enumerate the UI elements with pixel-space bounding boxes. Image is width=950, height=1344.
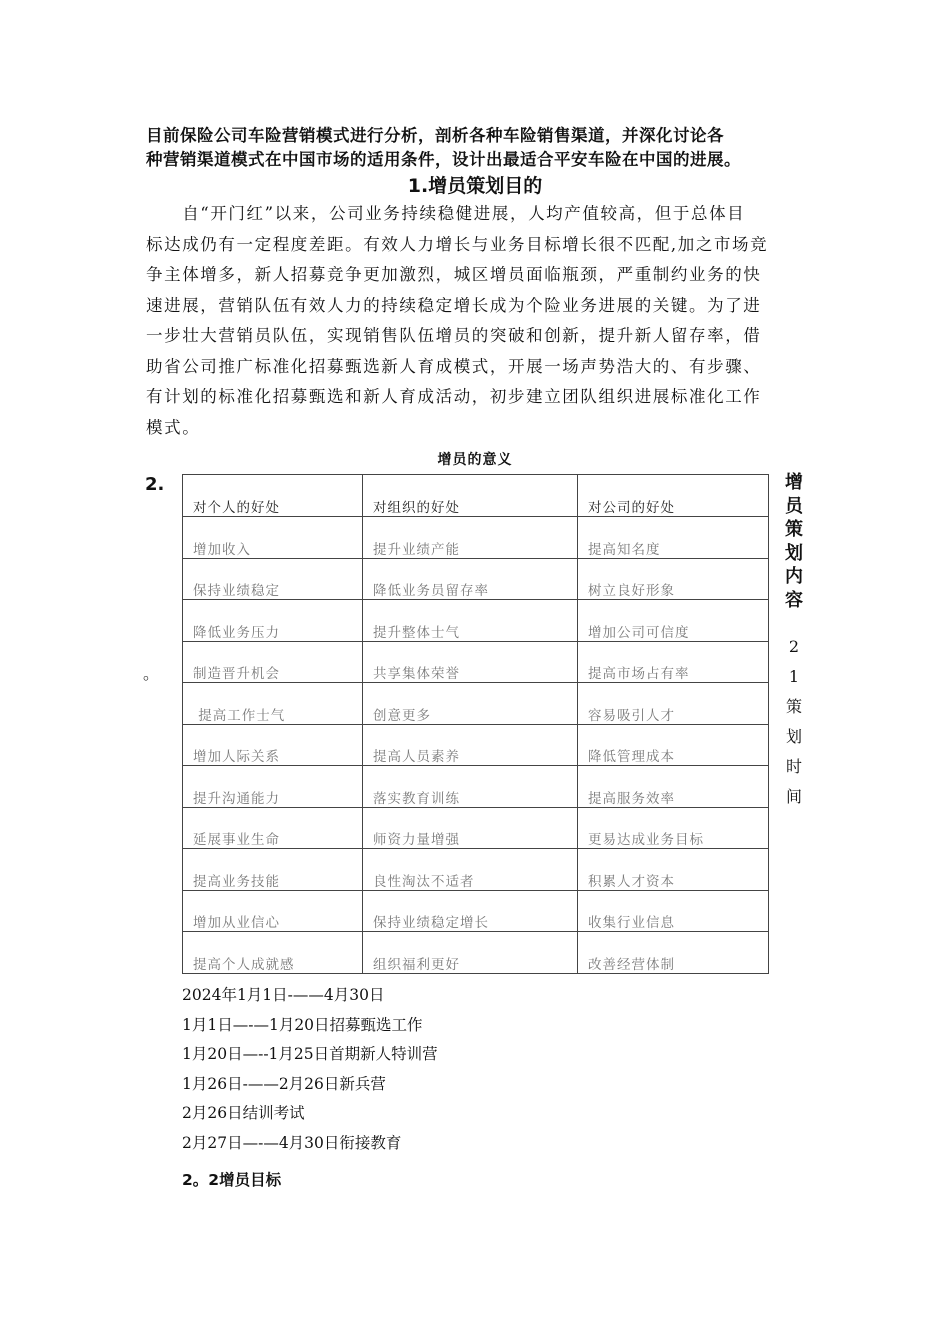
paragraph-line: 有计划的标准化招募甄选和新人育成活动，初步建立团队组织进展标准化工作: [146, 387, 762, 406]
intro-line: 目前保险公司车险营销模式进行分析，剖析各种车险销售渠道，并深化讨论各: [146, 126, 724, 145]
table-row: [183, 558, 769, 600]
table-row: [183, 683, 769, 725]
table-cell: 提升业绩产能: [363, 517, 578, 559]
vertical-char: 员: [785, 495, 803, 517]
vertical-char: 内: [785, 566, 803, 587]
table-cell: 增加收入: [183, 517, 363, 559]
schedule-list: [182, 981, 438, 1158]
intro-text: [146, 124, 806, 172]
table-cell: 保持业绩稳定增长: [363, 890, 578, 932]
schedule-item: 2月27日—-—4月30日衔接教育: [182, 1133, 402, 1152]
table-row: [183, 890, 769, 932]
section-2-1-vertical-title: [782, 632, 806, 812]
vertical-char: 间: [785, 787, 802, 806]
table-cell: 提高市场占有率: [578, 641, 769, 683]
table-row: [183, 849, 769, 891]
table-cell: 提高个人成就感: [183, 932, 363, 974]
paragraph-line: 一步壮大营销员队伍，实现销售队伍增员的突破和创新，提升新人留存率，借: [146, 326, 762, 345]
header-company: 对公司的好处: [578, 475, 769, 517]
table-row: [183, 932, 769, 974]
schedule-item: 1月1日—-—1月20日招募甄选工作: [182, 1015, 423, 1034]
purpose-paragraph: [146, 199, 806, 443]
vertical-char: 增: [785, 472, 803, 493]
table-cell: 共享集体荣誉: [363, 641, 578, 683]
table-cell: 容易吸引人才: [578, 683, 769, 725]
table-cell: 延展事业生命: [183, 807, 363, 849]
table-cell: 提高人员素养: [363, 724, 578, 766]
vertical-char: 容: [785, 589, 803, 611]
section-2-number: 2.: [145, 474, 165, 495]
paragraph-line: 助省公司推广标准化招募甄选新人育成模式，开展一场声势浩大的、有步骤、: [146, 356, 762, 376]
section-2-vertical-title: [782, 471, 806, 612]
vertical-char: 策: [785, 697, 802, 716]
table-row: [183, 766, 769, 808]
table-cell: 提升沟通能力: [183, 766, 363, 808]
table-row: [183, 517, 769, 559]
table-cell: 降低业务压力: [183, 600, 363, 642]
table-cell: 降低业务员留存率: [363, 558, 578, 600]
table-cell: 提高知名度: [578, 517, 769, 559]
table-cell: 提高工作士气: [183, 683, 363, 725]
table-cell: 增加公司可信度: [578, 600, 769, 642]
paragraph-line: 争主体增多，新人招募竞争更加激烈，城区增员面临瓶颈，严重制约业务的快: [146, 265, 762, 284]
table-row: [183, 724, 769, 766]
schedule-item: 1月20日—--1月25日首期新人特训营: [182, 1045, 438, 1063]
vertical-char: 2: [788, 637, 800, 656]
table-row: [183, 600, 769, 642]
table-cell: 师资力量增强: [363, 807, 578, 849]
paragraph-line: 标达成仍有一定程度差距。有效人力增长与业务目标增长很不匹配,加之市场竞: [146, 234, 769, 254]
vertical-char: 时: [785, 757, 802, 776]
schedule-item: 1月26日-——2月26日新兵营: [182, 1074, 386, 1093]
table-cell: 保持业绩稳定: [183, 558, 363, 600]
subheading-recruitment-goal: 2。2增员目标: [182, 1171, 282, 1189]
table-cell: 制造晋升机会: [183, 641, 363, 683]
schedule-item: 2月26日结训考试: [182, 1104, 305, 1122]
paragraph-line: 自“开门红”以来，公司业务持续稳健进展，人均产值较高，但于总体目: [146, 204, 746, 223]
table-cell: 增加从业信心: [183, 890, 363, 932]
table-title: 增员的意义: [437, 452, 513, 468]
table-cell: 提高业务技能: [183, 849, 363, 891]
table-cell: 良性淘汰不适者: [363, 849, 578, 891]
table-cell: 创意更多: [363, 683, 578, 725]
vertical-char: 1: [788, 667, 800, 686]
table-cell: 改善经营体制: [578, 932, 769, 974]
vertical-char: 策: [785, 519, 803, 540]
header-organization: 对组织的好处: [363, 475, 578, 517]
table-cell: 增加人际关系: [183, 724, 363, 766]
table-cell: 更易达成业务目标: [578, 807, 769, 849]
table-cell: 树立良好形象: [578, 558, 769, 600]
vertical-char: 划: [785, 727, 802, 746]
table-cell: 降低管理成本: [578, 724, 769, 766]
recruitment-meaning-table: [182, 474, 769, 974]
table-cell: 提升整体士气: [363, 600, 578, 642]
paragraph-line: 模式。: [146, 417, 201, 437]
table-row: [183, 641, 769, 683]
table-cell: 落实教育训练: [363, 766, 578, 808]
table-cell: 收集行业信息: [578, 890, 769, 932]
table-cell: 积累人才资本: [578, 849, 769, 891]
table-row: [183, 807, 769, 849]
header-personal: 对个人的好处: [183, 475, 363, 517]
intro-line: 种营销渠道模式在中国市场的适用条件，设计出最适合平安车险在中国的进展。: [146, 150, 741, 169]
table-header-row: [183, 475, 769, 517]
section-2-dot: 。: [143, 664, 160, 683]
schedule-item: 2024年1月1日-——4月30日: [182, 986, 385, 1004]
table-cell: 提高服务效率: [578, 766, 769, 808]
paragraph-line: 速进展，营销队伍有效人力的持续稳定增长成为个险业务进展的关键。为了进: [146, 295, 762, 315]
heading-recruitment-purpose: 1.增员策划目的: [407, 175, 543, 197]
table-cell: 组织福利更好: [363, 932, 578, 974]
vertical-char: 划: [785, 542, 803, 564]
